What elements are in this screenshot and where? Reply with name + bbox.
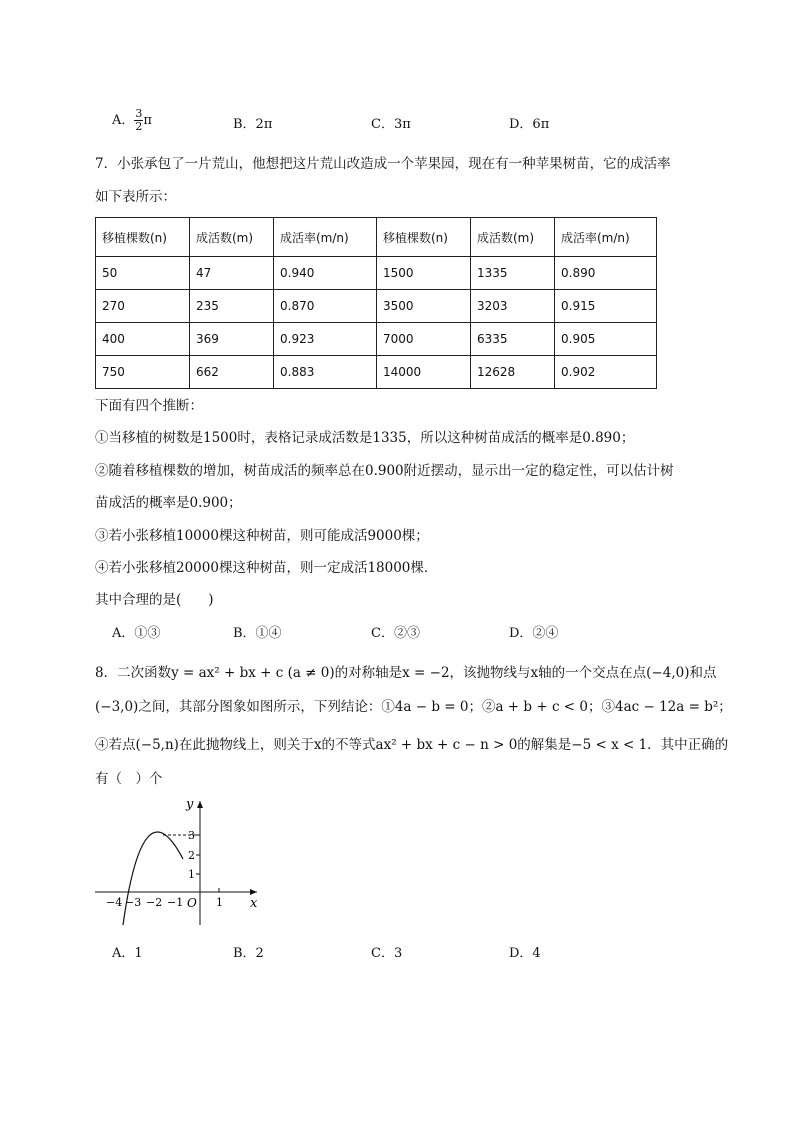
table-cell: 7000 — [377, 323, 471, 356]
table-cell: 0.940 — [274, 257, 377, 290]
table-header-cell: 成活数(m) — [190, 218, 274, 257]
x-tick-label: −2 — [146, 896, 163, 909]
q7-option-c: C．②③ — [371, 626, 420, 641]
table-cell: 369 — [190, 323, 274, 356]
fraction-denominator: 2 — [135, 120, 143, 133]
table-cell: 0.915 — [555, 290, 657, 323]
table-row — [96, 257, 657, 290]
q7-statement-3: ③若小张移植10000棵这种树苗，则可能成活9000棵； — [95, 528, 429, 544]
table-cell: 270 — [96, 290, 190, 323]
q6-option-a-label: A． — [112, 113, 135, 128]
q8-line3: ④若点(−5,n)在此抛物线上，则关于x的不等式ax² + bx + c − n > 0的解集是−5 < x < 1．其中正确的 — [95, 737, 729, 753]
table-cell: 750 — [96, 356, 190, 389]
table-cell: 3203 — [471, 290, 555, 323]
q8-option-b: B．2 — [233, 946, 264, 961]
table-cell: 14000 — [377, 356, 471, 389]
x-tick-label: −1 — [167, 896, 184, 909]
y-axis-label: y — [186, 797, 194, 812]
parabola-curve — [123, 832, 183, 925]
table-cell: 47 — [190, 257, 274, 290]
q7-option-b: B．①④ — [233, 626, 282, 641]
table-cell: 3500 — [377, 290, 471, 323]
q8-line1: 8．二次函数y = ax² + bx + c (a ≠ 0)的对称轴是x = −2，该抛物线与x轴的一个交点在点(−4,0)和点 — [95, 665, 717, 681]
table-header-cell: 成活率(m/n) — [274, 218, 377, 257]
x-axis-label: x — [250, 896, 258, 911]
table-cell: 662 — [190, 356, 274, 389]
q6-option-b: B．2π — [233, 117, 273, 132]
table-header-cell: 移植棵数(n) — [96, 218, 190, 257]
y-tick-label: 1 — [188, 868, 195, 881]
q8-line4: 有（ ）个 — [95, 771, 163, 787]
q8-parabola-graph — [90, 795, 265, 930]
table-header-cell: 移植棵数(n) — [377, 218, 471, 257]
table-cell: 12628 — [471, 356, 555, 389]
fraction-numerator: 3 — [135, 107, 143, 120]
q6-option-c: C．3π — [371, 117, 411, 132]
table-cell: 0.883 — [274, 356, 377, 389]
q7-stem-line1: 7．小张承包了一片荒山，他想把这片荒山改造成一个苹果园，现在有一种苹果树苗，它的成活率 — [95, 156, 671, 172]
table-cell: 50 — [96, 257, 190, 290]
q8-option-c: C．3 — [371, 946, 403, 961]
q7-statement-2-line1: ②随着移植棵数的增加，树苗成活的频率总在0.900附近摆动，显示出一定的稳定性，可以估计树 — [95, 463, 674, 479]
table-row — [96, 356, 657, 389]
q7-option-a: A．①③ — [112, 626, 161, 641]
table-cell: 0.923 — [274, 323, 377, 356]
table-cell: 0.902 — [555, 356, 657, 389]
q8-option-d: D．4 — [509, 946, 541, 961]
table-cell: 1500 — [377, 257, 471, 290]
table-row — [96, 323, 657, 356]
q7-option-d: D．②④ — [509, 626, 559, 641]
y-tick-label: 3 — [188, 829, 195, 842]
table-cell: 0.905 — [555, 323, 657, 356]
q7-stem-line2: 如下表所示： — [95, 189, 176, 205]
table-header-row — [96, 218, 657, 257]
q8-option-a: A．1 — [112, 946, 143, 961]
table-row — [96, 290, 657, 323]
q8-line2: (−3,0)之间，其部分图象如图所示，下列结论：①4a − b = 0；②a + b + c < 0；③4ac − 12a = b²； — [95, 699, 732, 715]
table-header-cell: 成活率(m/n) — [555, 218, 657, 257]
q7-table — [95, 217, 657, 389]
table-cell: 1335 — [471, 257, 555, 290]
table-cell: 0.890 — [555, 257, 657, 290]
q6-option-a-suffix: π — [143, 113, 152, 128]
origin-label: O — [187, 896, 197, 910]
x-tick-label: 1 — [216, 896, 223, 909]
q7-question: 其中合理的是( ) — [95, 592, 214, 608]
q7-statement-4: ④若小张移植20000棵这种树苗，则一定成活18000棵． — [95, 560, 438, 576]
q7-intro: 下面有四个推断： — [95, 398, 203, 414]
table-cell: 235 — [190, 290, 274, 323]
x-tick-label: −3 — [125, 896, 142, 909]
table-cell: 6335 — [471, 323, 555, 356]
y-tick-label: 2 — [188, 849, 195, 862]
q7-statement-1: ①当移植的树数是1500时，表格记录成活数是1335，所以这种树苗成活的概率是0.890； — [95, 430, 635, 446]
table-cell: 400 — [96, 323, 190, 356]
q7-statement-2-line2: 苗成活的概率是0.900； — [95, 495, 242, 511]
q6-option-a — [112, 108, 152, 133]
x-tick-label: −4 — [106, 896, 123, 909]
q6-option-d: D．6π — [509, 117, 550, 132]
table-header-cell: 成活数(m) — [471, 218, 555, 257]
table-cell: 0.870 — [274, 290, 377, 323]
